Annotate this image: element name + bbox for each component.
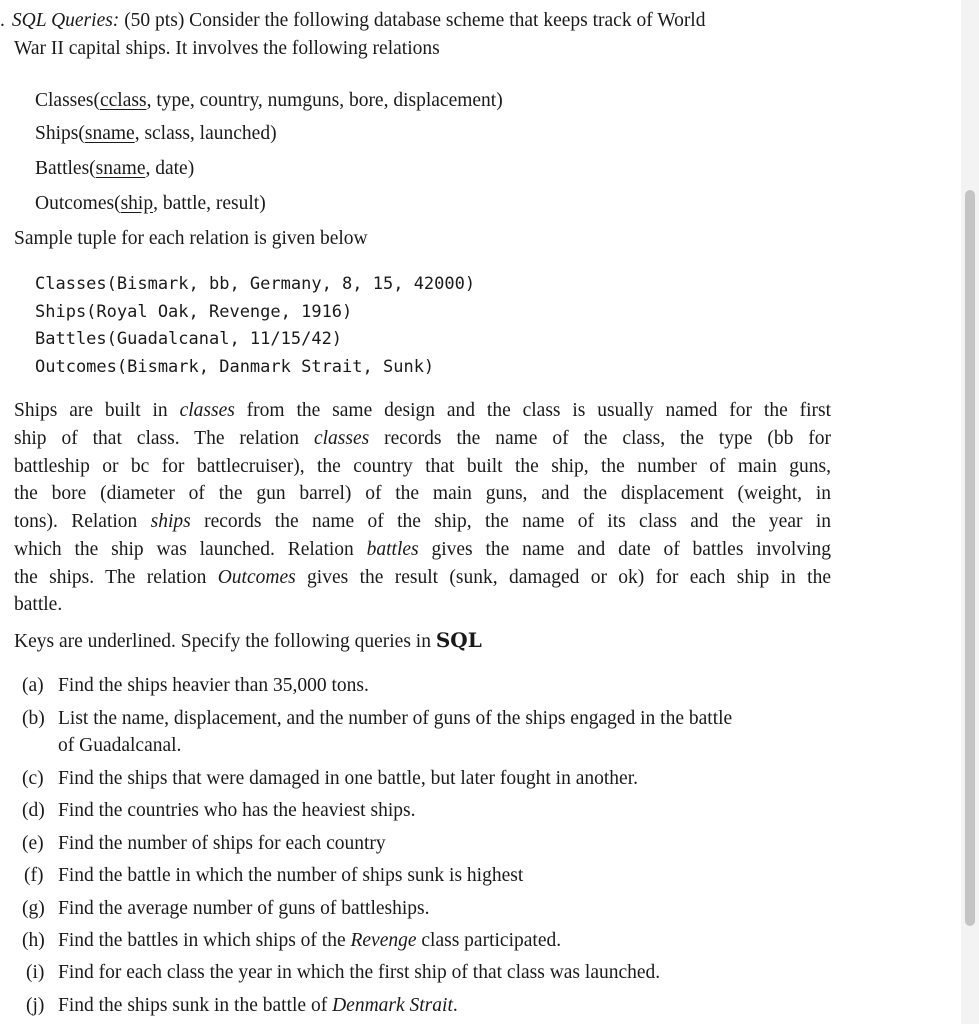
query-text: Find for each class the year in which the first ship of that class was launched. [58,962,661,983]
query-label: (c) [22,768,44,789]
paragraph-line-2: ship of that class. The relation classes records the name of the class, the type (bb for [14,428,831,449]
sample-tuple-battles: Battles(Guadalcanal, 11/15/42) [35,329,343,349]
sample-tuple-outcomes: Outcomes(Bismark, Danmark Strait, Sunk) [35,357,435,377]
keys-line: Keys are underlined. Specify the following queries in SQL [14,628,482,652]
query-text: Find the average number of guns of battleships. [58,898,430,919]
paragraph-line-7: the ships. The relation Outcomes gives the result (sunk, damaged or ok) for each ship in the [14,567,831,588]
query-label: (f) [24,865,44,886]
query-text: Find the countries who has the heaviest ships. [58,800,416,821]
query-text: Find the ships that were damaged in one battle, but later fought in another. [58,768,638,789]
question-header-line-1 [0,9,705,33]
question-title: SQL Queries: [11,10,120,31]
relation-classes: Classes(cclass, type, country, numguns, bore, displacement) [35,90,503,111]
scrollbar-thumb[interactable] [965,190,975,926]
sample-tuple-ships: Ships(Royal Oak, Revenge, 1916) [35,302,353,322]
intro-line-1-rest: (50 pts) Consider the following database scheme that keeps track of World [119,10,706,31]
relation-ships: Ships(sname, sclass, launched) [35,123,277,144]
query-label: (d) [22,800,45,821]
query-label: (j) [26,995,45,1016]
relation-battles: Battles(sname, date) [35,158,195,179]
query-text-continued: of Guadalcanal. [58,735,182,756]
query-label: (h) [22,930,45,951]
intro-line-2: War II capital ships. It involves the following relations [14,38,440,59]
query-label: (b) [22,708,45,729]
relation-key: cclass [100,90,147,111]
query-text: Find the ships sunk in the battle of Denmark Strait. [58,995,458,1016]
sample-tuple-classes: Classes(Bismark, bb, Germany, 8, 15, 42000) [35,274,476,294]
relation-outcomes: Outcomes(ship, battle, result) [35,193,266,214]
sql-bold: SQL [435,628,482,652]
paragraph-line-4: the bore (diameter of the gun barrel) of the main guns, and the displacement (weight, in [14,483,831,504]
query-text: Find the battle in which the number of ships sunk is highest [58,865,524,886]
relation-key: ship [120,193,154,214]
relation-key: sname [95,158,146,179]
query-label: (e) [22,833,44,854]
vertical-scrollbar[interactable] [961,0,979,1024]
paragraph-line-3: battleship or bc for battlecruiser), the country that built the ship, the number of main guns, [14,456,831,477]
query-text: List the name, displacement, and the number of guns of the ships engaged in the battle [58,708,733,729]
paragraph-line-6: which the ship was launched. Relation battles gives the name and date of battles involving [14,539,832,560]
paragraph-line-8: battle. [14,594,63,615]
relation-key: sname [84,123,135,144]
sample-intro: Sample tuple for each relation is given below [14,228,368,249]
query-text: Find the battles in which ships of the Revenge class participated. [58,930,562,951]
paragraph-line-5: tons). Relation ships records the name of the ship, the name of its class and the year in [14,511,831,532]
query-text: Find the ships heavier than 35,000 tons. [58,675,369,696]
query-label: (a) [22,675,44,696]
query-label: (i) [26,962,45,983]
query-label: (g) [22,898,45,919]
question-marker: . [0,10,5,31]
paragraph-line-1: Ships are built in classes from the same design and the class is usually named for the first [14,400,832,421]
query-text: Find the number of ships for each country [58,833,386,854]
